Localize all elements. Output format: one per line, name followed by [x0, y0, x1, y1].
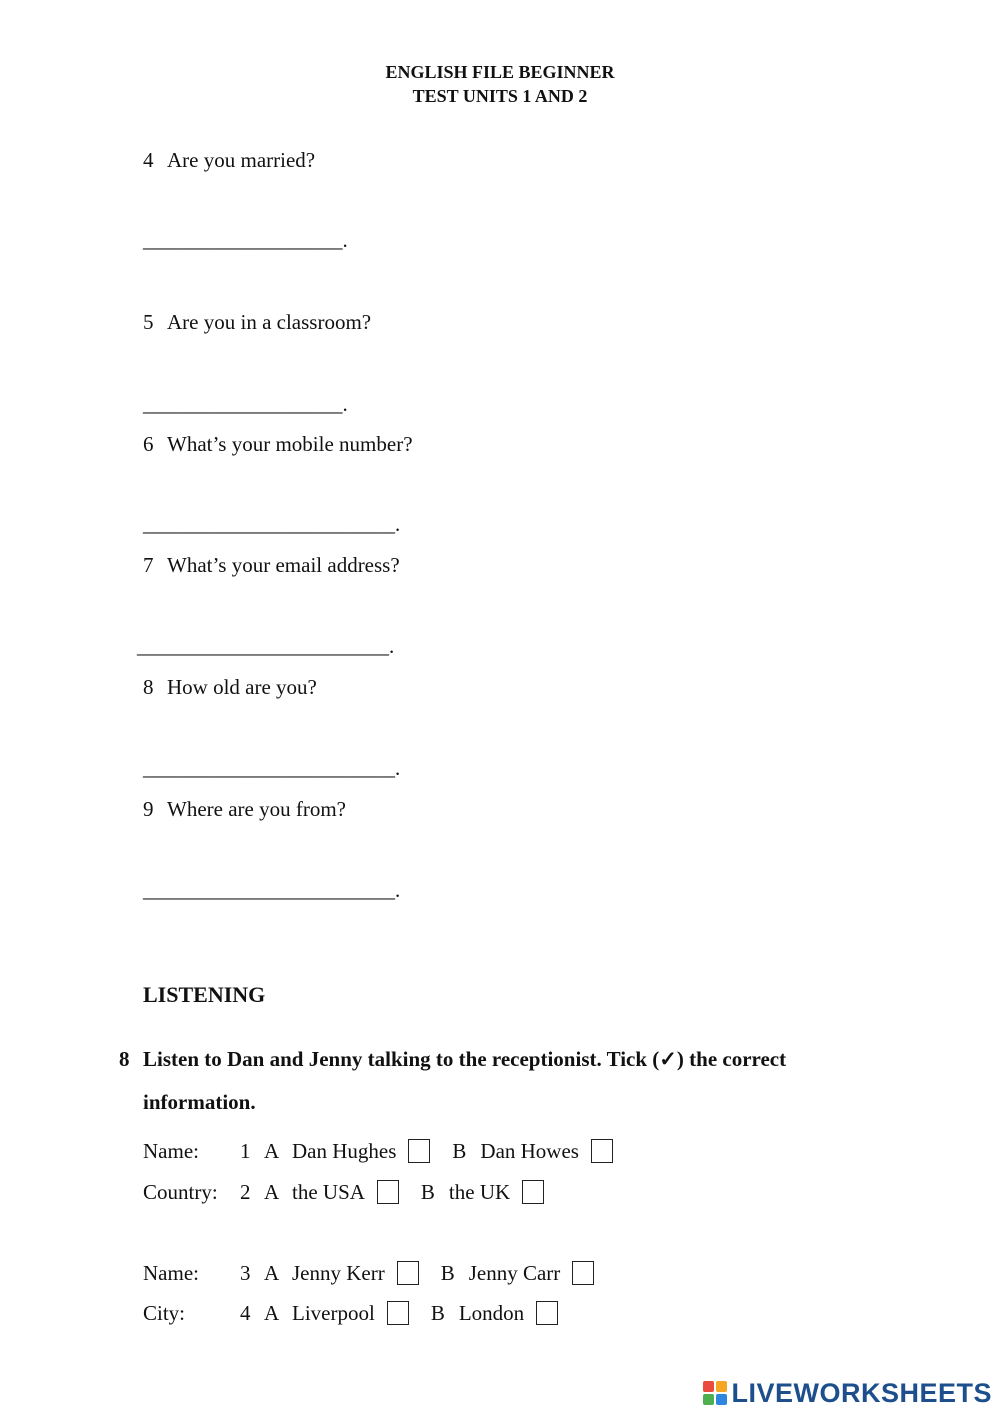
answer-blank-8[interactable]: ________________________. [143, 756, 401, 780]
option-a-text: Jenny Kerr [292, 1260, 385, 1285]
option-4a-checkbox[interactable] [387, 1301, 409, 1325]
question-text: Where are you from? [167, 797, 346, 821]
option-2b-checkbox[interactable] [522, 1180, 544, 1204]
row-number: 1 [240, 1138, 251, 1163]
question-text: What’s your email address? [167, 553, 400, 577]
question-text: Are you in a classroom? [167, 310, 372, 334]
question-number: 7 [143, 553, 154, 577]
logo-square-3 [703, 1394, 714, 1405]
brand-name: LIVEWORKSHEETS [731, 1377, 992, 1408]
option-4b-checkbox[interactable] [536, 1301, 558, 1325]
question-text: Are you married? [167, 148, 316, 172]
answer-blank-4[interactable]: ___________________. [143, 228, 348, 252]
answer-blank-5[interactable]: ___________________. [143, 392, 348, 416]
header-title: ENGLISH FILE BEGINNER [385, 62, 615, 82]
row-label: Name: [143, 1138, 199, 1163]
option-b-letter: B [420, 1179, 435, 1204]
option-b-text: London [458, 1300, 525, 1325]
option-a-letter: A [264, 1179, 280, 1204]
option-b-letter: B [430, 1300, 445, 1325]
option-row-4 [143, 1298, 580, 1328]
question-number: 8 [143, 675, 154, 699]
option-3b-checkbox[interactable] [572, 1261, 594, 1285]
liveworksheets-logo-icon [703, 1381, 727, 1405]
answer-blank-7[interactable]: ________________________. [137, 634, 395, 658]
option-b-text: Dan Howes [480, 1138, 579, 1163]
question-text: What’s your mobile number? [167, 432, 413, 456]
row-number: 3 [240, 1260, 251, 1285]
option-b-text: Jenny Carr [468, 1260, 561, 1285]
question-4 [143, 148, 315, 173]
page-header [0, 60, 1000, 108]
question-5 [143, 310, 371, 335]
logo-square-2 [716, 1381, 727, 1392]
option-a-text: the USA [292, 1179, 365, 1204]
question-number: 5 [143, 310, 154, 334]
row-label: Country: [143, 1179, 218, 1204]
listening-title: LISTENING [143, 982, 266, 1007]
logo-square-4 [716, 1394, 727, 1405]
question-7 [143, 553, 400, 578]
option-a-text: Liverpool [292, 1300, 375, 1325]
question-number: 9 [143, 797, 154, 821]
row-number: 2 [240, 1179, 251, 1204]
exercise-instruction [143, 1038, 786, 1124]
answer-blank-9[interactable]: ________________________. [143, 878, 401, 902]
question-8 [143, 675, 317, 700]
option-a-letter: A [264, 1300, 280, 1325]
row-label: Name: [143, 1260, 199, 1285]
question-number: 4 [143, 148, 154, 172]
instruction-line-2: information. [143, 1090, 256, 1114]
row-number: 4 [240, 1300, 251, 1325]
exercise-number: 8 [119, 1047, 130, 1071]
option-row-1 [143, 1136, 635, 1166]
answer-blank-6[interactable]: ________________________. [143, 512, 401, 536]
header-subtitle: TEST UNITS 1 AND 2 [412, 86, 588, 106]
question-6 [143, 432, 413, 457]
option-2a-checkbox[interactable] [377, 1180, 399, 1204]
option-b-letter: B [452, 1138, 467, 1163]
option-a-text: Dan Hughes [292, 1138, 397, 1163]
option-a-letter: A [264, 1138, 280, 1163]
liveworksheets-brand [703, 1378, 992, 1408]
row-label: City: [143, 1300, 186, 1325]
question-number: 6 [143, 432, 154, 456]
option-a-letter: A [264, 1260, 280, 1285]
option-b-letter: B [440, 1260, 455, 1285]
option-b-text: the UK [448, 1179, 511, 1204]
option-1a-checkbox[interactable] [408, 1139, 430, 1163]
option-1b-checkbox[interactable] [591, 1139, 613, 1163]
option-row-3 [143, 1258, 616, 1288]
question-9 [143, 797, 346, 822]
instruction-line-1: Listen to Dan and Jenny talking to the receptionist. Tick (✓) the correct [143, 1047, 787, 1071]
option-3a-checkbox[interactable] [397, 1261, 419, 1285]
question-text: How old are you? [167, 675, 317, 699]
option-row-2 [143, 1177, 566, 1207]
logo-square-1 [703, 1381, 714, 1392]
